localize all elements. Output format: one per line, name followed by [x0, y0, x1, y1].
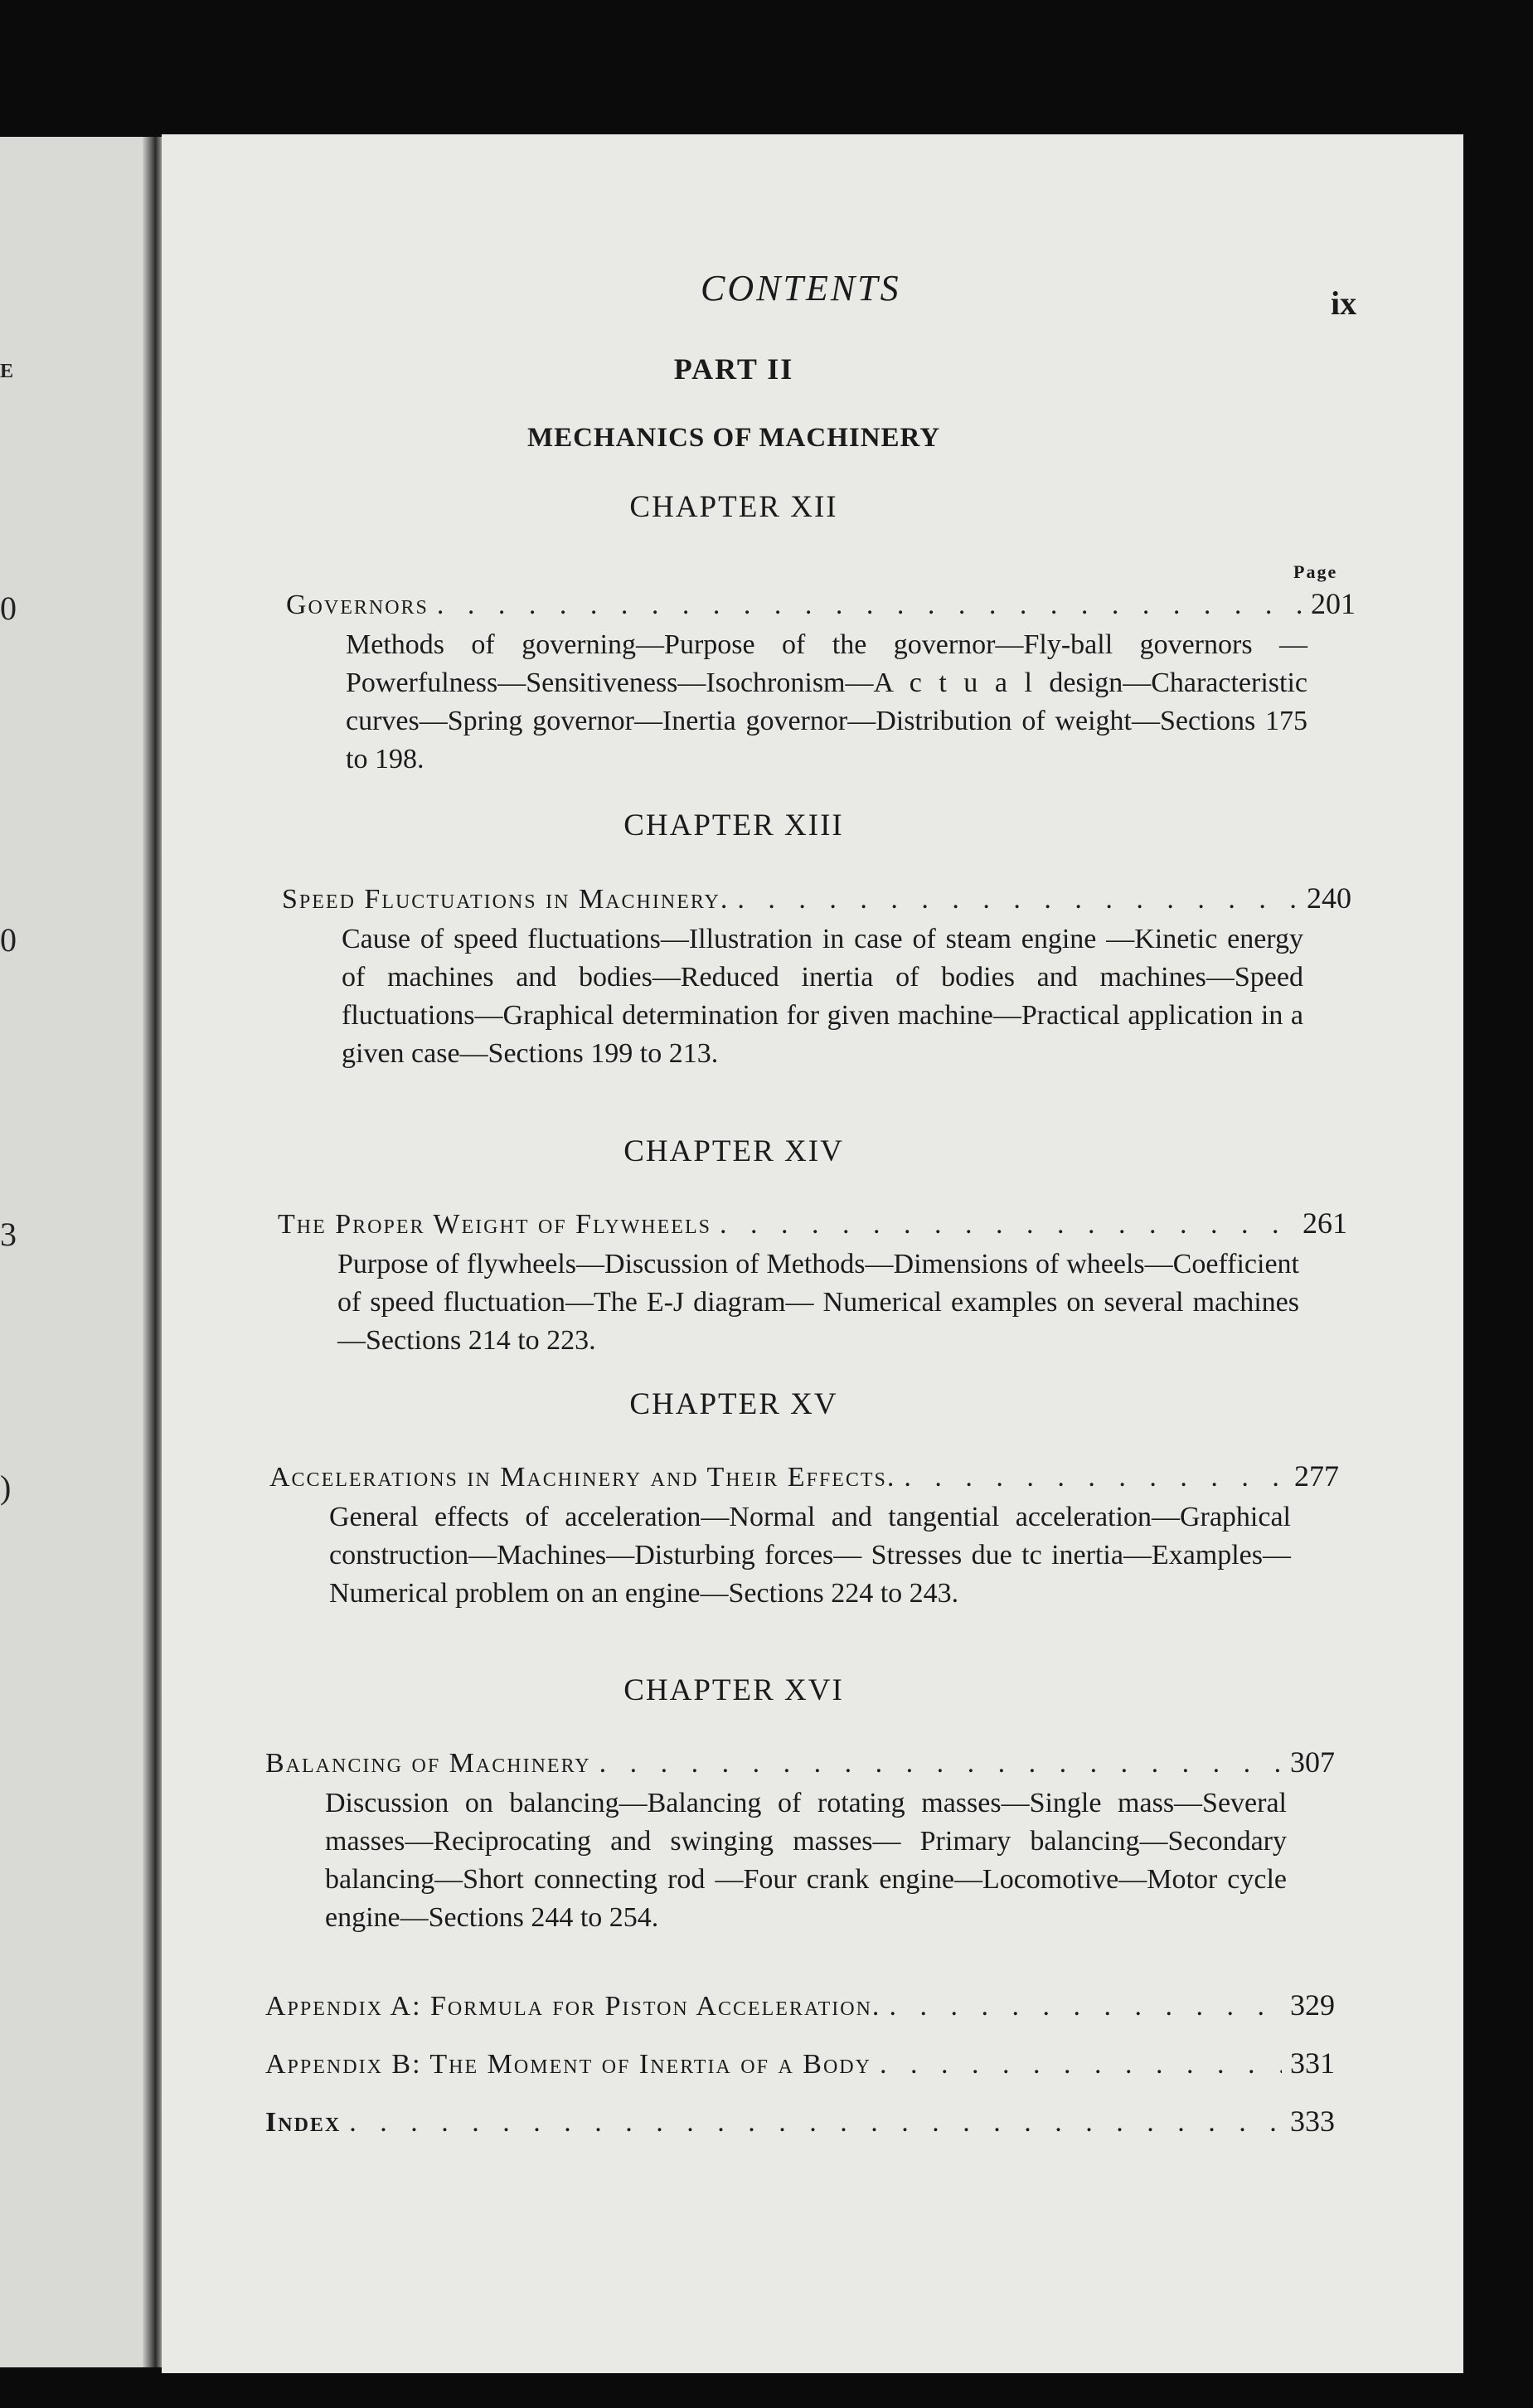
entry-page: 333 — [1290, 2105, 1335, 2138]
entry-page: 331 — [1290, 2046, 1335, 2080]
toc-entry — [265, 1745, 1335, 1937]
part-heading: PART II — [673, 352, 794, 386]
margin-fragment: 3 — [0, 1216, 17, 1253]
entry-title: Balancing of Machinery — [265, 1748, 591, 1779]
entry-title: Appendix B: The Moment of Inertia of a Body — [265, 2049, 871, 2080]
entry-title: Accelerations in Machinery and Their Effects. — [269, 1462, 896, 1493]
margin-fragment: 0 — [0, 921, 17, 959]
entry-page: 329 — [1290, 1988, 1335, 2022]
leader-dots — [889, 1991, 1282, 2022]
margin-fragment: ) — [0, 1469, 12, 1506]
entry-description: General effects of acceleration—Normal and tangential acceleration—Graphical construction—Machines—Disturbing forces— Stresses due tc inertia—Examples—Numerical problem on an engine—Sections 224 to 243. — [329, 1502, 1291, 1609]
margin-fragment: 0 — [0, 590, 17, 627]
entry-description: Methods of governing—Purpose of the governor—Fly-ball governors — Powerfulness—Sensitiveness—Isochronism—A c t u a l design—Characteristic curves—Spring governor—Inertia governor—Distribution of weight—Sections 175 to 198. — [346, 629, 1307, 774]
facing-page-edge — [0, 137, 158, 2367]
leader-dots — [737, 884, 1298, 915]
leader-dots — [904, 1462, 1286, 1493]
toc-entry — [269, 1459, 1339, 1613]
chapter-heading: CHAPTER XVI — [623, 1673, 844, 1707]
margin-fragment: E — [0, 361, 14, 382]
leader-dots — [880, 2049, 1282, 2080]
toc-entry — [278, 1206, 1347, 1360]
chapter-heading: CHAPTER XII — [629, 490, 838, 524]
chapter-heading: CHAPTER XIV — [623, 1134, 844, 1168]
entry-title: Speed Fluctuations in Machinery. — [282, 884, 730, 915]
leader-dots — [437, 590, 1303, 621]
toc-entry-index — [265, 2104, 1335, 2139]
entry-title: Governors — [286, 590, 429, 620]
entry-title: The Proper Weight of Flywheels — [278, 1209, 711, 1240]
chapter-heading: CHAPTER XV — [629, 1387, 838, 1421]
page-column-label: Page — [1293, 561, 1338, 582]
entry-description: Cause of speed fluctuations—Illustration in case of steam engine —Kinetic energy of machines and bodies—Reduced inertia of bodies and machines—Speed fluctuations—Graphical determination for given machine—Practical application in a given case—Sections 199 to 213. — [342, 924, 1303, 1069]
running-head: CONTENTS — [701, 268, 901, 308]
entry-page: 261 — [1303, 1206, 1347, 1240]
leader-dots — [720, 1209, 1294, 1240]
entry-title: Index — [265, 2107, 342, 2138]
chapter-heading: CHAPTER XIII — [623, 808, 844, 842]
entry-page: 240 — [1307, 881, 1351, 915]
entry-page: 277 — [1294, 1459, 1339, 1493]
entry-page: 201 — [1311, 587, 1356, 620]
page-number: ix — [1331, 284, 1357, 322]
entry-description: Discussion on balancing—Balancing of rotating masses—Single mass—Several masses—Reciprocating and swinging masses— Primary balancing—Secondary balancing—Short connecting rod —Four crank engine—Locomotive—Motor cycle engine—Sections 244 to 254. — [325, 1788, 1287, 1933]
entry-page: 307 — [1290, 1745, 1335, 1779]
toc-entry-appendix-b — [265, 2046, 1335, 2080]
entry-description: Purpose of flywheels—Discussion of Methods—Dimensions of wheels—Coefficient of speed fluctuation—The E-J diagram— Numerical examples on several machines—Sections 214 to 223. — [337, 1249, 1299, 1356]
section-title: MECHANICS OF MACHINERY — [526, 423, 941, 453]
toc-entry — [282, 881, 1351, 1073]
contents-page — [162, 134, 1463, 2373]
leader-dots — [349, 2107, 1282, 2139]
leader-dots — [599, 1748, 1282, 1779]
toc-entry — [286, 586, 1356, 779]
entry-title: Appendix A: Formula for Piston Acceleration. — [265, 1991, 881, 2022]
toc-entry-appendix-a — [265, 1988, 1335, 2022]
